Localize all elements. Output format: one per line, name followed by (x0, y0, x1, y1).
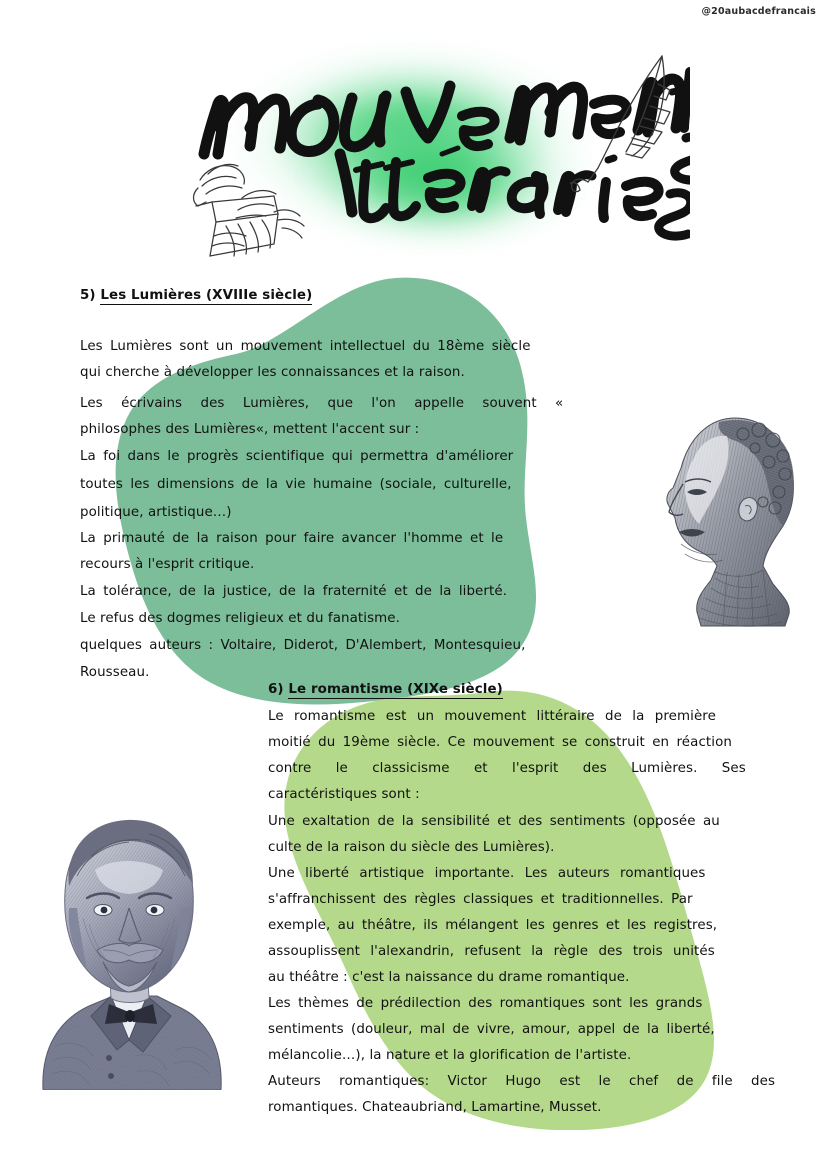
section-lumieres-heading-number: 5) (80, 288, 96, 303)
body-line: Auteurs romantiques: Victor Hugo est le chef de file des (268, 1074, 776, 1089)
body-line: Une liberté artistique importante. Les auteurs romantiques (268, 866, 706, 881)
body-line: caractéristiques sont : (268, 787, 420, 802)
body-line: Les écrivains des Lumières, que l'on appelle souvent « (80, 396, 564, 411)
body-line: quelques auteurs : Voltaire, Diderot, D'Alembert, Montesquieu, (80, 638, 526, 653)
body-line: Une exaltation de la sensibilité et des sentiments (opposée au (268, 814, 720, 829)
body-line: contre le classicisme et l'esprit des Lumières. Ses (268, 761, 746, 776)
body-line: toutes les dimensions de la vie humaine (sociale, culturelle, (80, 477, 512, 492)
hands-holding-book-icon (178, 140, 358, 258)
account-handle-watermark: @20aubacdefrancais (701, 6, 816, 17)
quill-pen-icon (570, 50, 688, 202)
body-line: philosophes des Lumières«, mettent l'accent sur : (80, 422, 420, 437)
body-line: culte de la raison du siècle des Lumières). (268, 840, 555, 855)
voltaire-bust-engraving (655, 408, 820, 636)
body-line: La foi dans le progrès scientifique qui permettra d'améliorer (80, 449, 514, 464)
body-line: romantiques. Chateaubriand, Lamartine, Musset. (268, 1100, 602, 1115)
body-line: sentiments (douleur, mal de vivre, amour, appel de la liberté, (268, 1022, 715, 1037)
body-line: Les thèmes de prédilection des romantiques sont les grands (268, 996, 703, 1011)
body-line: recours à l'esprit critique. (80, 557, 255, 572)
section-romantisme-heading (268, 677, 503, 703)
body-line: Rousseau. (80, 665, 150, 680)
body-line: Le refus des dogmes religieux et du fanatisme. (80, 611, 400, 626)
victor-hugo-portrait-engraving (25, 800, 235, 1090)
section-romantisme-heading-number: 6) (268, 682, 284, 697)
body-line: Les Lumières sont un mouvement intellectuel du 18ème siècle (80, 339, 531, 354)
body-line: qui cherche à développer les connaissances et la raison. (80, 365, 465, 380)
body-line: La tolérance, de la justice, de la fraternité et de la liberté. (80, 584, 508, 599)
body-line: s'affranchissent des règles classiques et traditionnelles. Par (268, 892, 693, 907)
body-line: au théâtre : c'est la naissance du drame romantique. (268, 970, 630, 985)
page-title-artwork (170, 42, 690, 257)
body-line: assouplissent l'alexandrin, refusent la règle des trois unités (268, 944, 715, 959)
body-line: Le romantisme est un mouvement littéraire de la première (268, 709, 716, 724)
body-line: moitié du 19ème siècle. Ce mouvement se construit en réaction (268, 735, 732, 750)
section-lumieres-heading (80, 283, 312, 309)
body-line: La primauté de la raison pour faire avancer l'homme et le (80, 531, 504, 546)
body-line: politique, artistique…) (80, 505, 232, 520)
body-line: mélancolie…), la nature et la glorification de l'artiste. (268, 1048, 632, 1063)
body-line: exemple, au théâtre, ils mélangent les genres et les registres, (268, 918, 718, 933)
section-lumieres-heading-title: Les Lumières (XVIIIe siècle) (100, 288, 313, 303)
section-romantisme-heading-title: Le romantisme (XIXe siècle) (288, 682, 503, 697)
